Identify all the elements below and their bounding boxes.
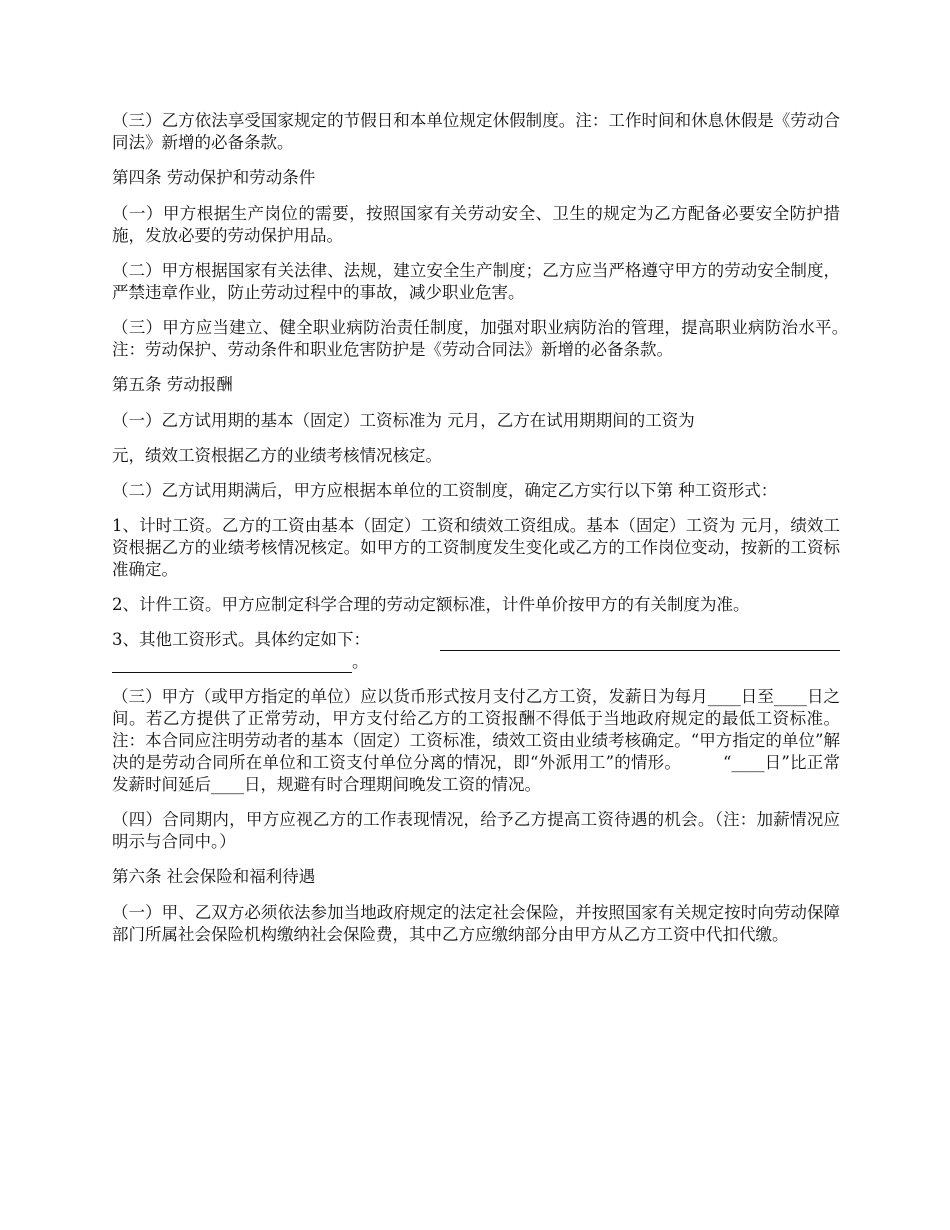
paragraph-occupational-disease: （三）甲方应当建立、健全职业病防治责任制度，加强对职业病防治的管理，提高职业病防治水平。 注：劳动保护、劳动条件和职业危害防护是《劳动合同法》新增的必备条款。 [112, 318, 890, 359]
paragraph-social-insurance: （一）甲、乙双方必须依法参加当地政府规定的法定社会保险，并按照国家有关规定按时向劳动保障部门所属社会保险机构缴纳社会保险费，其中乙方应缴纳部分由甲方从乙方工资中代扣代缴。 [112, 903, 840, 944]
fill-in-blank-line [440, 632, 840, 651]
paragraph-performance-wage: 元，绩效工资根据乙方的业绩考核情况核定。 [112, 446, 442, 465]
article-6-heading: 第六条 社会保险和福利待遇 [112, 867, 316, 886]
paragraph-probation-wage: （一）乙方试用期的基本（固定）工资标准为 元月，乙方在试用期期间的工资为 [112, 411, 695, 430]
paragraph-piece-wage: 2、计件工资。甲方应制定科学合理的劳动定额标准，计件单价按甲方的有关制度为准。 [112, 595, 750, 614]
paragraph-safety-system: （二）甲方根据国家有关法律、法规，建立安全生产制度；乙方应当严格遵守甲方的劳动安全制度，严禁违章作业，防止劳动过程中的事故，减少职业危害。 [112, 261, 840, 302]
paragraph-time-wage: 1、计时工资。乙方的工资由基本（固定）工资和绩效工资组成。基本（固定）工资为 元月，绩效工资根据乙方的业绩考核情况核定。如甲方的工资制度发生变化或乙方的工作岗位变动，按新的工资标准确定。 [112, 516, 840, 579]
paragraph-rest-holidays: （三）乙方依法享受国家规定的节假日和本单位规定休假制度。注：工作时间和休息休假是《劳动合同法》新增的必备条款。 [112, 111, 840, 152]
other-wage-label: 3、其他工资形式。具体约定如下： [112, 630, 370, 649]
paragraph-other-wage [112, 629, 840, 673]
article-5-heading: 第五条 劳动报酬 [112, 375, 233, 394]
other-wage-end: 。 [352, 652, 369, 671]
article-4-heading: 第四条 劳动保护和劳动条件 [112, 168, 316, 187]
paragraph-raise: （四）合同期内，甲方应视乙方的工作表现情况，给予乙方提高工资待遇的机会。（注：加薪情况应明示与合同中。） [112, 810, 840, 851]
paragraph-pay-day: （三）甲方（或甲方指定的单位）应以货币形式按月支付乙方工资，发薪日为每月____日至____日之间。若乙方提供了正常劳动，甲方支付给乙方的工资报酬不得低于当地政府规定的最低工资标准。注：本合同应注明劳动者的基本（固定）工资标准，绩效工资由业绩考核确定。“甲方指定的单位”解决的是劳动合同所在单位和工资支付单位分离的情况，即“外派用工”的情形。 “____日”比正常发薪时间延后____日，规避有时合理期间晚发工资的情况。 [112, 687, 840, 794]
paragraph-protective-equipment: （一）甲方根据生产岗位的需要，按照国家有关劳动安全、卫生的规定为乙方配备必要安全防护措施，发放必要的劳动保护用品。 [112, 204, 840, 245]
paragraph-wage-form: （二）乙方试用期满后，甲方应根据本单位的工资制度，确定乙方实行以下第 种工资形式： [112, 481, 778, 500]
fill-in-blank-line-2 [112, 654, 352, 673]
